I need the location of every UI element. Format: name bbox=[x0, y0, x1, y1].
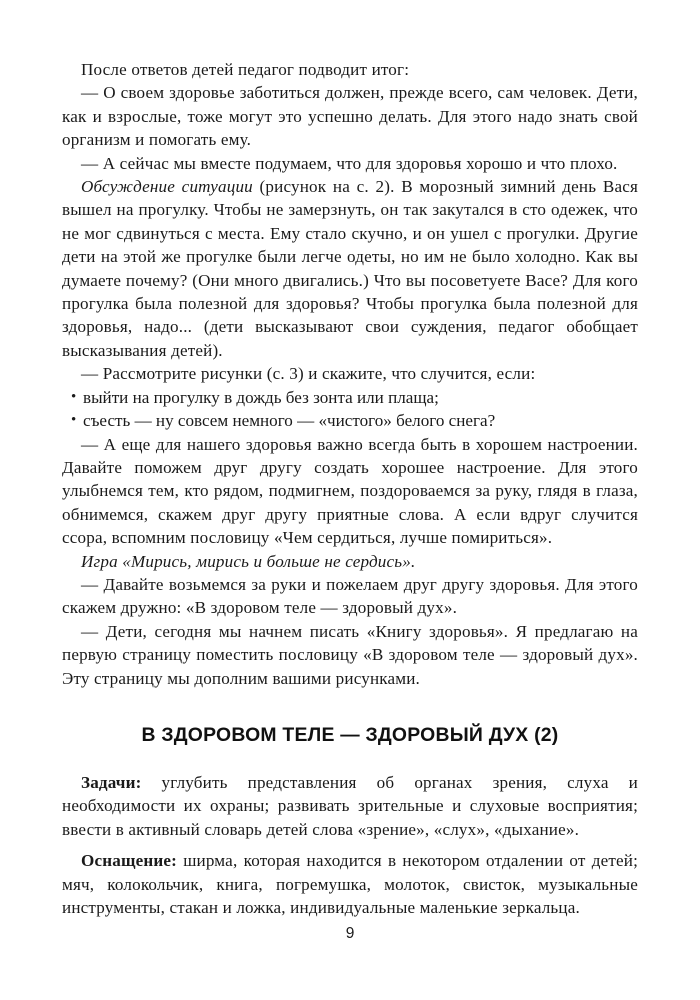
tasks-text: углубить представления об органах зрения, слуха и необходимости их охраны; развивать зрительные и слуховые восприятия; ввести в активный словарь детей слова «зрение», «слух», «дыхание». bbox=[62, 772, 638, 839]
paragraph-good-and-bad: — А сейчас мы вместе подумаем, что для здоровья хорошо и что плохо. bbox=[81, 153, 618, 173]
paragraph-health-book: — Дети, сегодня мы начнем писать «Книгу здоровья». Я предлагаю на первую страницу поместить пословицу «В здоровом теле — здоровый дух». Эту страницу мы дополним вашими рисунками. bbox=[62, 621, 638, 688]
text-column bbox=[62, 58, 638, 919]
bullet-list bbox=[62, 386, 638, 433]
page-number: 9 bbox=[345, 925, 355, 942]
tasks-label: Задачи: bbox=[81, 772, 142, 792]
paragraph-self-care: — О своем здоровье заботиться должен, прежде всего, сам человек. Дети, как и взрослые, тоже могут это успешно делать. Для этого надо знать свой организм и помогать ему. bbox=[62, 83, 638, 150]
paragraph-situation-body: (рисунок на с. 2). В морозный зимний день Вася вышел на прогулку. Чтобы не замерзнуть, он так закутался в сто одежек, что не мог сдвинуться с места. Ему стало скучно, и он ушел с прогулки. Другие дети на этой же прогулке были легче одеты, но им не было холодно. Как вы думаете почему? (Они много двигались.) Что вы посоветуете Васе? Для кого прогулка была полезной для здоровья? Чтобы прогулка была полезной для здоровья, надо... (дети высказывают свои суждения, педагог обобщает высказывания детей). bbox=[62, 177, 639, 360]
section-heading: В ЗДОРОВОМ ТЕЛЕ — ЗДОРОВЫЙ ДУХ (2) bbox=[141, 723, 559, 746]
paragraph-tasks bbox=[62, 771, 638, 841]
paragraph-game-title: Игра «Мирись, мирись и больше не сердись». bbox=[81, 551, 416, 571]
equipment-text: ширма, которая находится в некотором отдалении от детей; мяч, колокольчик, книга, погремушка, молоток, свисток, музыкальные инструменты, стакан и ложка, индивидуальные маленькие зеркальца. bbox=[62, 851, 638, 917]
spacer-after-heading bbox=[62, 747, 638, 771]
paragraph-examine-pictures: — Рассмотрите рисунки (с. 3) и скажите, что случится, если: bbox=[81, 364, 536, 384]
list-item-label: съесть — ну совсем немного — «чистого» белого снега? bbox=[83, 411, 496, 431]
paragraph-equipment bbox=[62, 849, 638, 919]
paragraph-situation-discussion bbox=[62, 175, 638, 362]
paragraph-intro: После ответов детей педагог подводит итог: bbox=[81, 60, 410, 79]
list-item bbox=[62, 386, 638, 409]
list-item bbox=[62, 409, 638, 432]
italic-lead-situation: Обсуждение ситуации bbox=[81, 177, 253, 197]
paragraph-good-mood: — А еще для нашего здоровья важно всегда быть в хорошем настроении. Давайте поможем друг другу создать хорошее настроение. Для этого улыбнемся тем, кто рядом, подмигнем, поздороваемся за руку, глядя в глаза, обнимемся, скажем друг другу приятные слова. А если вдруг случится ссора, вспомним пословицу «Чем сердиться, лучше помириться». bbox=[62, 434, 638, 548]
list-item-label: выйти на прогулку в дождь без зонта или плаща; bbox=[83, 387, 439, 407]
spacer-before-heading bbox=[62, 690, 638, 723]
spacer-between-paragraphs bbox=[62, 841, 638, 849]
paragraph-hold-hands: — Давайте возьмемся за руки и пожелаем друг другу здоровья. Для этого скажем дружно: «В здоровом теле — здоровый дух». bbox=[62, 574, 638, 618]
equipment-label: Оснащение: bbox=[81, 851, 177, 871]
